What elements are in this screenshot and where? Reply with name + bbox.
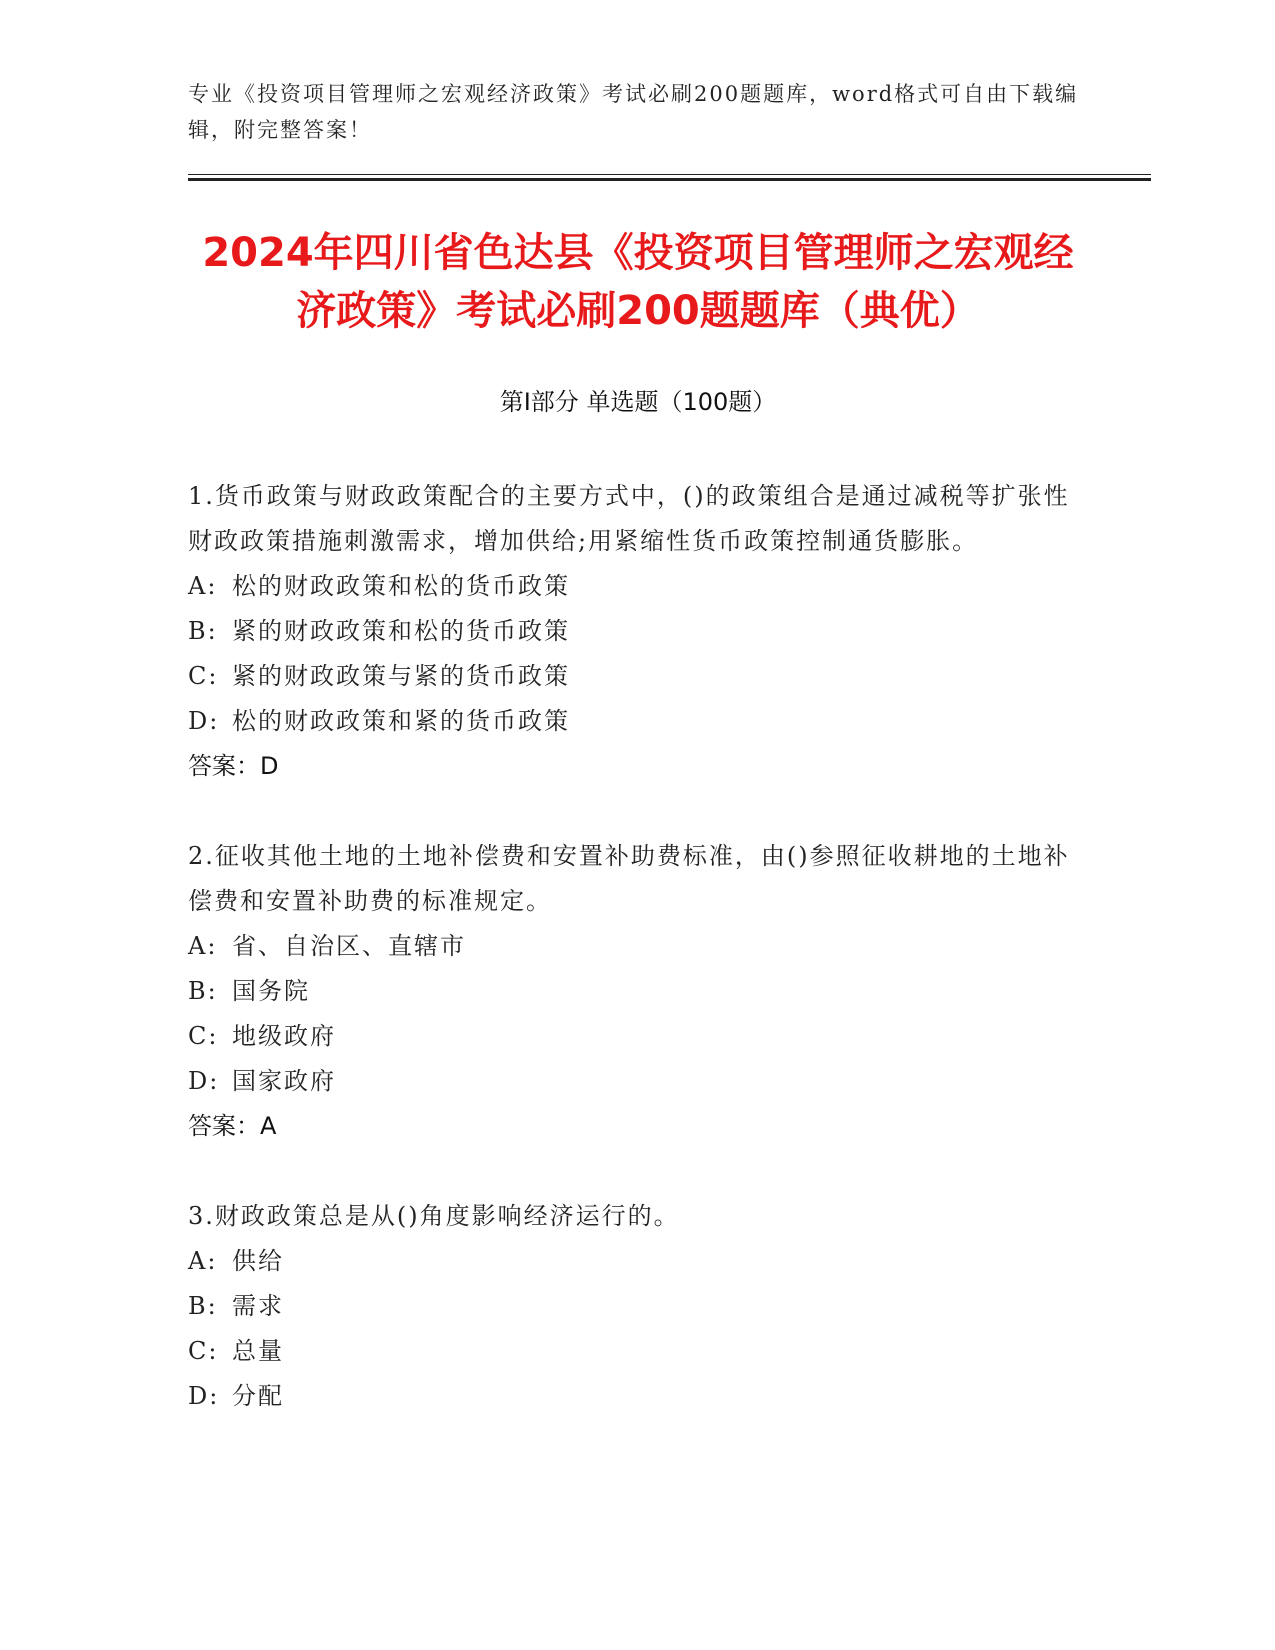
question-option [188,1374,1088,1419]
question-option [188,1329,1088,1374]
option-text: 国务院 [232,977,310,1005]
question-option [188,924,1088,969]
question-answer: 答案：A [188,1112,277,1140]
question-option [188,1059,1088,1104]
option-key: A: [188,572,218,600]
option-key: C: [188,1022,219,1050]
question-option [188,564,1088,609]
option-key: B: [188,617,218,645]
question-option [188,699,1088,744]
question-stem: 1.货币政策与财政政策配合的主要方式中，()的政策组合是通过减税等扩张性财政政策措施刺激需求，增加供给;用紧缩性货币政策控制通货膨胀。 [188,482,1070,555]
option-key: C: [188,1337,219,1365]
question-item [188,1194,1088,1419]
option-text: 省、自治区、直辖市 [232,932,466,960]
document-header: 专业《投资项目管理师之宏观经济政策》考试必刷200题题库，word格式可自由下载编辑，附完整答案！ [188,82,1079,142]
option-text: 紧的财政政策和松的货币政策 [232,617,570,645]
option-text: 总量 [232,1337,284,1365]
header-divider-thick [188,178,1151,181]
header-divider-thin [188,174,1151,175]
option-text: 松的财政政策和松的货币政策 [232,572,570,600]
question-item [188,474,1088,789]
option-text: 地级政府 [232,1022,336,1050]
question-option [188,1239,1088,1284]
question-option [188,1014,1088,1059]
question-answer: 答案：D [188,752,279,780]
question-option [188,609,1088,654]
question-list [188,474,1088,1464]
option-key: D: [188,1382,220,1410]
question-stem: 2.征收其他土地的土地补偿费和安置补助费标准，由()参照征收耕地的土地补偿费和安置补助费的标准规定。 [188,842,1070,915]
option-text: 紧的财政政策与紧的货币政策 [232,662,570,690]
document-title: 2024年四川省色达县《投资项目管理师之宏观经济政策》考试必刷200题题库（典优） [202,230,1074,334]
option-key: A: [188,1247,218,1275]
question-item [188,834,1088,1149]
section-title: 第I部分 单选题（100题） [499,388,777,416]
option-key: D: [188,707,220,735]
question-option [188,654,1088,699]
option-key: D: [188,1067,220,1095]
option-key: B: [188,977,218,1005]
option-key: C: [188,662,219,690]
option-key: B: [188,1292,218,1320]
option-text: 分配 [232,1382,284,1410]
option-text: 需求 [232,1292,284,1320]
option-text: 松的财政政策和紧的货币政策 [232,707,570,735]
question-stem: 3.财政政策总是从()角度影响经济运行的。 [188,1202,680,1230]
option-key: A: [188,932,218,960]
question-option [188,1284,1088,1329]
question-option [188,969,1088,1014]
option-text: 供给 [232,1247,284,1275]
option-text: 国家政府 [232,1067,336,1095]
